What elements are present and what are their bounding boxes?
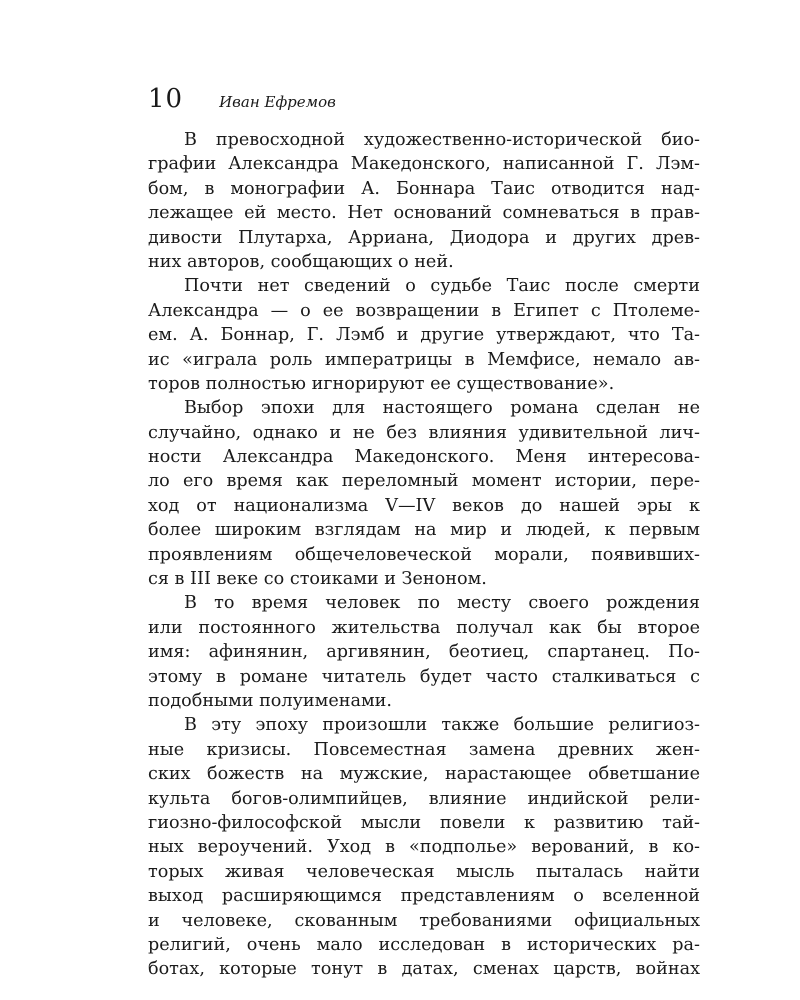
text-line: или постоянного жительства получал как бы второе <box>148 617 700 638</box>
text-line: лежащее ей место. Нет оснований сомневаться в прав- <box>148 203 700 224</box>
text-line: них авторов, сообщающих о ней. <box>148 251 454 272</box>
paragraph-first-line: Почти нет сведений о судьбе Таис после смерти <box>184 276 700 297</box>
text-line: и человеке, скованным требованиями официальных <box>148 910 700 931</box>
text-line: ем. А. Боннар, Г. Лэмб и другие утверждают, что Та- <box>148 325 700 346</box>
text-line: более широким взглядам на мир и людей, к первым <box>148 520 700 541</box>
text-line: торых живая человеческая мысль пыталась найти <box>148 861 700 882</box>
paragraph-first-line: В превосходной художественно-исторической био- <box>184 130 700 150</box>
text-line: ботах, которые тонут в датах, сменах царств, войнах <box>148 959 700 980</box>
text-line: гиозно-философской мысли повели к развитию тай- <box>148 812 700 833</box>
page-number: 10 <box>148 84 184 114</box>
page-header <box>148 84 336 118</box>
text-line: выход расширяющимся представлениям о вселенной <box>148 886 700 907</box>
text-line: этому в романе читатель будет часто сталкиваться с <box>148 666 700 687</box>
text-line: культа богов-олимпийцев, влияние индийской рели- <box>148 788 700 809</box>
text-line: бом, в монографии А. Боннара Таис отводится над- <box>148 178 700 199</box>
text-line: ских божеств на мужские, нарастающее обветшание <box>148 764 700 785</box>
text-line: подобными полуименами. <box>148 690 392 711</box>
text-line: ности Александра Македонского. Меня интересова- <box>148 447 700 468</box>
body-text <box>148 128 700 982</box>
paragraph-first-line: В эту эпоху произошли также большие религиоз- <box>184 715 700 736</box>
text-line: ло его время как переломный момент истории, пере- <box>148 471 700 492</box>
running-title-author: Иван Ефремов <box>219 93 336 111</box>
text-line: имя: афинянин, аргивянин, беотиец, спартанец. По- <box>148 642 700 663</box>
text-line: ис «играла роль императрицы в Мемфисе, немало ав- <box>148 349 700 370</box>
text-line: ные кризисы. Повсеместная замена древних жен- <box>148 739 700 760</box>
text-line: ных вероучений. Уход в «подполье» верований, в ко- <box>148 837 700 858</box>
text-line: случайно, однако и не без влияния удивительной лич- <box>148 422 700 443</box>
text-line: графии Александра Македонского, написанной Г. Лэм- <box>148 154 700 175</box>
text-line: ход от национализма V—IV веков до нашей эры к <box>148 495 700 516</box>
text-line: ся в III веке со стоиками и Зеноном. <box>148 569 487 590</box>
text-line: дивости Плутарха, Арриана, Диодора и других древ- <box>148 227 700 248</box>
paragraph-first-line: Выбор эпохи для настоящего романа сделан не <box>184 398 700 419</box>
text-line: проявлениям общечеловеческой морали, появивших- <box>148 544 700 565</box>
text-line: религий, очень мало исследован в исторических ра- <box>148 934 700 955</box>
text-line: Александра — о ее возвращении в Египет с Птолеме- <box>148 300 700 321</box>
text-line: торов полностью игнорируют ее существование». <box>148 373 615 394</box>
paragraph-first-line: В то время человек по месту своего рождения <box>184 593 700 614</box>
